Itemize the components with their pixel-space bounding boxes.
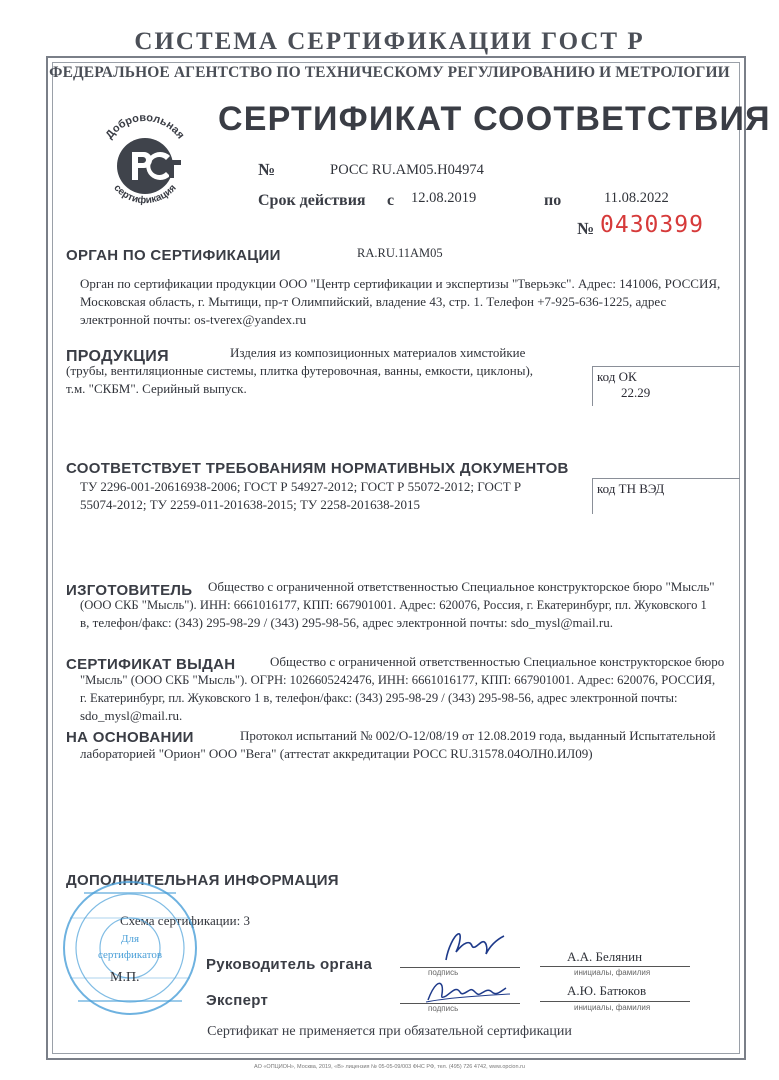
- tnved-code-label: код ТН ВЭД: [597, 481, 665, 496]
- issued-to-label: СЕРТИФИКАТ ВЫДАН: [66, 656, 236, 673]
- expert-name-line: [540, 1001, 690, 1002]
- product-line-3: т.м. "СКБМ". Серийный выпуск.: [66, 381, 247, 396]
- agency-name: ФЕДЕРАЛЬНОЕ АГЕНТСТВО ПО ТЕХНИЧЕСКОМУ РЕГУЛИРОВАНИЮ И МЕТРОЛОГИИ: [49, 64, 730, 81]
- manufacturer-label: ИЗГОТОВИТЕЛЬ: [66, 582, 193, 599]
- rst-logo-graphic: [90, 112, 200, 207]
- head-name-caption: инициалы, фамилия: [574, 968, 651, 977]
- certification-scheme: Схема сертификации: 3: [120, 913, 250, 928]
- head-name: А.А. Белянин: [567, 949, 643, 964]
- basis-label: НА ОСНОВАНИИ: [66, 729, 194, 746]
- head-name-line: [540, 966, 690, 967]
- head-signature: [424, 926, 514, 966]
- manufacturer-line-3: в, телефон/факс: (343) 295-98-29 / (343) 295-98-56, адрес электронной почты: sdo_mysl@mail.ru.: [80, 615, 613, 630]
- issued-to-line-1: Общество с ограниченной ответственностью Специальное конструкторское бюро: [270, 654, 725, 669]
- issued-to-line-4: sdo_mysl@mail.ru.: [80, 708, 183, 723]
- expert-name-caption: инициалы, фамилия: [574, 1003, 651, 1012]
- stamp-text-line-2: сертификатов: [97, 949, 163, 961]
- head-signature-graphic: [424, 926, 514, 966]
- expert-signature-line: [400, 1003, 520, 1004]
- tnved-code-box: [592, 478, 740, 514]
- validity-to-date: 11.08.2022: [604, 190, 669, 206]
- validity-label: Срок действия: [258, 192, 366, 209]
- compliance-line-2: 55074-2012; ТУ 2259-011-201638-2015; ТУ 2258-201638-2015: [80, 497, 421, 512]
- basis-line-1: Протокол испытаний № 002/О-12/08/19 от 12.08.2019 года, выданный Испытательной: [240, 728, 716, 743]
- organ-description: Орган по сертификации продукции ООО "Центр сертификации и экспертизы "Тверьэкс". Адрес: 141006, РОССИЯ, Московская область, г. Мытищи, пр-т Олимпийский, владение 43, стр. 1. Телефон +7-925-636-1225, адрес электронной почты: os-tverex@yandex.ru: [80, 276, 721, 327]
- system-title: СИСТЕМА СЕРТИФИКАЦИИ ГОСТ Р: [134, 28, 645, 55]
- validity-to-label: по: [544, 192, 562, 209]
- compliance-line-1: ТУ 2296-001-20616938-2006; ГОСТ Р 54927-2012; ГОСТ Р 55072-2012; ГОСТ Р: [80, 479, 522, 494]
- footer-notice: Сертификат не применяется при обязательной сертификации: [207, 1024, 572, 1039]
- head-of-organ-label: Руководитель органа: [206, 956, 373, 973]
- product-label: ПРОДУКЦИЯ: [66, 348, 169, 365]
- head-signature-line: [400, 967, 520, 968]
- okp-code-box: [592, 366, 740, 406]
- stamp-text-line-1: Для: [120, 933, 140, 945]
- manufacturer-line-1: Общество с ограниченной ответственностью Специальное конструкторское бюро "Мысль": [208, 579, 715, 594]
- blue-stamp: [60, 878, 200, 1018]
- svg-text:Добровольная: Добровольная: [103, 112, 187, 142]
- product-line-2: (трубы, вентиляционные системы, плитка футеровочная, ванны, емкости, циклоны),: [66, 363, 534, 378]
- stamp-graphic: [60, 878, 200, 1018]
- issued-to-line-2: "Мысль" (ООО СКБ "Мысль"). ОГРН: 1026605242476, ИНН: 6661016177, КПП: 667901001. Адрес: 620076, РОССИЯ,: [80, 673, 716, 687]
- registration-number: РОСС RU.AM05.H04974: [330, 162, 484, 178]
- product-line-1: Изделия из композиционных материалов химстойкие: [230, 345, 526, 360]
- okp-code-label: код ОК: [597, 369, 637, 384]
- basis-line-2: лабораторией "Орион" ООО "Вега" (аттестат аккредитации РОСС RU.31578.04ОЛН0.ИЛ09): [80, 746, 593, 761]
- compliance-label: СООТВЕТСТВУЕТ ТРЕБОВАНИЯМ НОРМАТИВНЫХ ДОКУМЕНТОВ: [66, 460, 569, 477]
- validity-from-label: с: [387, 192, 395, 209]
- expert-signature-caption: подпись: [428, 1004, 459, 1013]
- blank-number: 0430399: [600, 212, 704, 238]
- head-signature-caption: подпись: [428, 968, 459, 977]
- print-info: АО «ОПЦИОН», Москва, 2019, «В» лицензия № 05-05-09/003 ФНС РФ, тел. (495) 726 4742, www.opcion.ru: [254, 1064, 525, 1070]
- rst-logo: [90, 112, 200, 207]
- issued-to-line-3: г. Екатеринбург, пл. Жуковского 1 в, телефон/факс: (343) 295-98-29 / (343) 295-98-56, адрес электронной почты:: [80, 691, 678, 705]
- okp-code-value: 22.29: [621, 385, 651, 400]
- expert-label: Эксперт: [206, 992, 269, 1009]
- number-label: №: [258, 160, 276, 179]
- svg-text:сертификация: сертификация: [111, 182, 179, 207]
- certificate-title: СЕРТИФИКАТ СООТВЕТСТВИЯ: [218, 100, 771, 138]
- manufacturer-line-2: (ООО СКБ "Мысль"). ИНН: 6661016177, КПП: 667901001. Адрес: 620076, Россия, г. Екатеринбург, пл. Жуковского 1: [80, 598, 707, 612]
- blank-number-label: №: [577, 219, 595, 238]
- organ-label: ОРГАН ПО СЕРТИФИКАЦИИ: [66, 247, 281, 264]
- organ-code: RA.RU.11AM05: [357, 246, 443, 260]
- expert-name: А.Ю. Батюков: [567, 983, 647, 998]
- validity-from-date: 12.08.2019: [411, 190, 477, 206]
- additional-info-label: ДОПОЛНИТЕЛЬНАЯ ИНФОРМАЦИЯ: [66, 872, 339, 889]
- seal-place-label: М.П.: [110, 970, 140, 985]
